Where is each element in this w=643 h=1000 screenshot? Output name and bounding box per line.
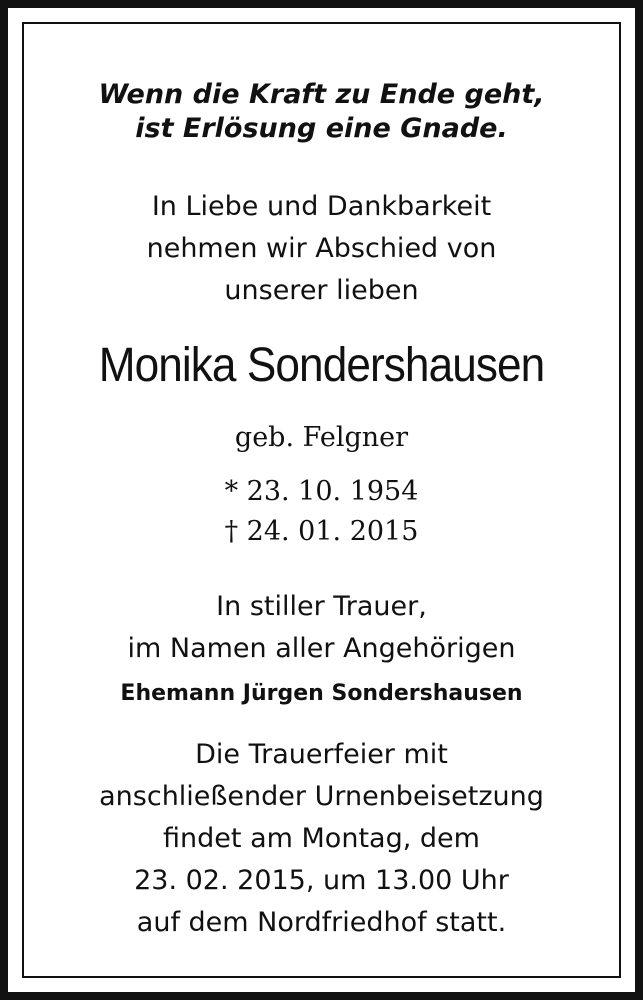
- intro-line: nehmen wir Abschied von: [146, 233, 497, 264]
- life-dates: [0, 472, 643, 552]
- death-date: † 24. 01. 2015: [224, 516, 419, 547]
- signer-name: Ehemann Jürgen Sondershausen: [120, 681, 523, 706]
- intro-line: In Liebe und Dankbarkeit: [151, 191, 492, 222]
- service-line: Die Trauerfeier mit: [195, 739, 448, 770]
- mourning-line: In stiller Trauer,: [216, 591, 427, 622]
- mourning-text: [0, 586, 643, 670]
- service-line: 23. 02. 2015, um 13.00 Uhr: [134, 865, 509, 896]
- service-line: findet am Montag, dem: [163, 823, 480, 854]
- service-line: anschließender Urnenbeisetzung: [99, 781, 544, 812]
- service-line: auf dem Nordfriedhof statt.: [136, 907, 507, 938]
- mourning-line: im Namen aller Angehörigen: [127, 633, 516, 664]
- motto: [0, 78, 643, 146]
- maiden-name: geb. Felgner: [234, 422, 409, 453]
- motto-line: ist Erlösung eine Gnade.: [135, 113, 508, 144]
- deceased-name: Monika Sondershausen: [98, 339, 545, 392]
- birth-date: * 23. 10. 1954: [224, 476, 419, 507]
- intro-text: [0, 186, 643, 312]
- service-info: [0, 734, 643, 944]
- motto-line: Wenn die Kraft zu Ende geht,: [98, 79, 545, 110]
- intro-line: unserer lieben: [224, 275, 419, 306]
